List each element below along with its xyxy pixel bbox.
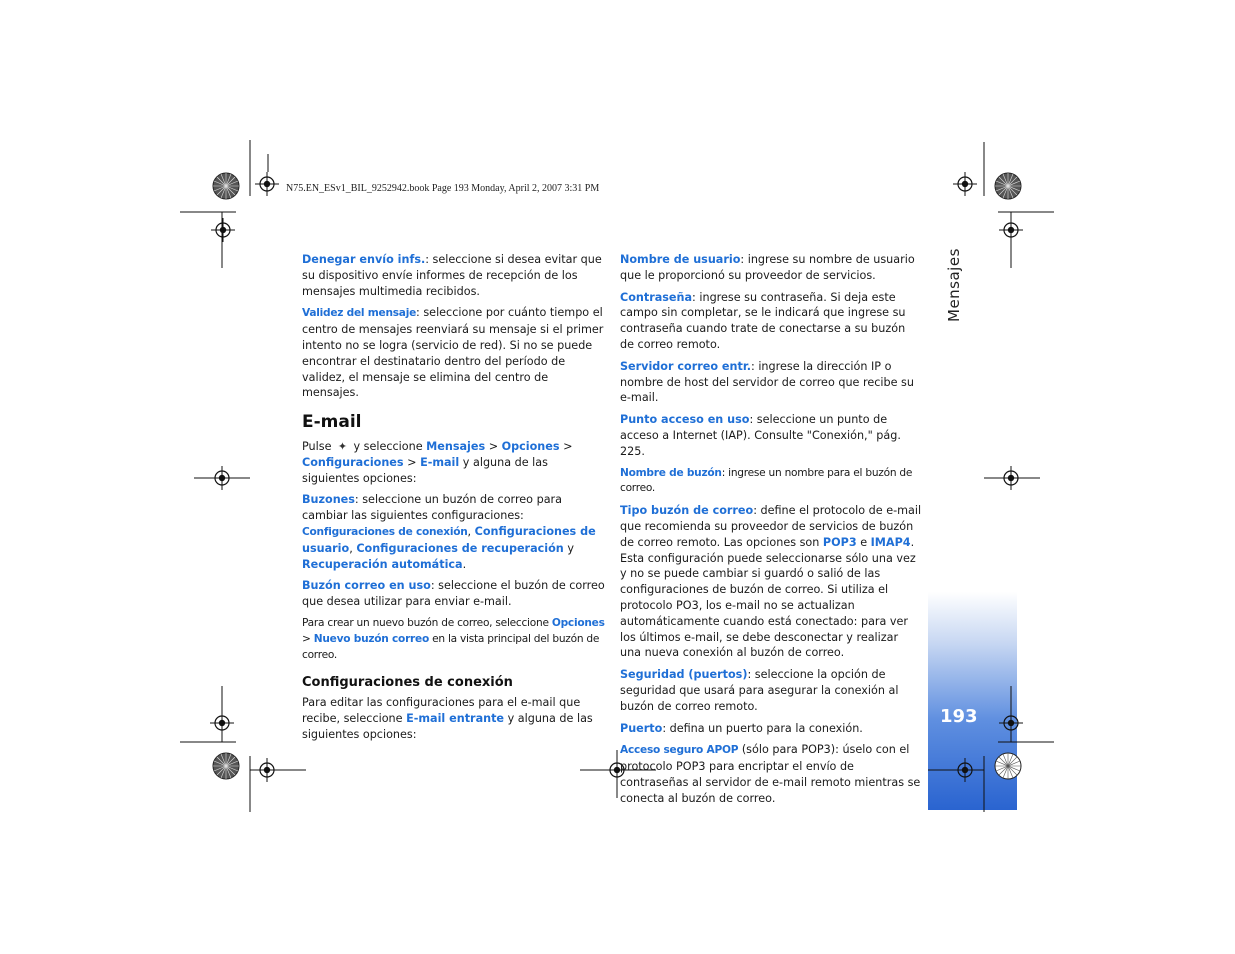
link-config-recuperacion: Configuraciones de recuperación [356,541,564,555]
buzones-paragraph [302,492,607,572]
page-number: 193 [940,706,978,727]
apop-paragraph [620,742,922,806]
term-nombre-usuario: Nombre de usuario [620,253,741,266]
term-contrasena: Contraseña [620,290,693,304]
desc: : ingrese un nombre para el buzón de correo. [620,466,913,495]
desc: : seleccione un punto de acceso a Internet (IAP). Consulte "Conexión," pág. 225. [620,413,901,458]
link-email: E-mail [420,455,460,469]
right-column [620,252,922,813]
text: y seleccione [353,439,423,453]
desc: : seleccione la opción de seguridad que usará para asegurar la conexión al buzón de correo remoto. [620,668,899,713]
nuevo-buzon-paragraph [302,616,607,663]
text: Para editar las configuraciones para el e-mail que recibe, seleccione [302,696,581,725]
desc: (sólo para POP3): úselo con el protocolo POP3 para encriptar el envío de contraseñas al servidor de e-mail remoto mientras se conecta al buzón de correo. [620,743,921,805]
text: . Esta configuración puede seleccionarse sólo una vez y no se puede cambiar si guardó o salió de las configuraciones de buzón de correo. Si utiliza el protocolo PO3, los e-mail no se actualizan automáticamente cuando está conectado: para ver los últimos e-mail, se debe desconectar y realizar una nueva conexión al buzón de correo. [620,535,916,660]
validez-paragraph [302,305,607,401]
nombre-buzon-paragraph [620,466,922,498]
menu-key-icon: ✦ [337,439,348,453]
text: : seleccione un buzón de correo para cambiar las siguientes configuraciones: [302,493,563,523]
desc: : ingrese su nombre de usuario que le proporcionó su proveedor de servicios. [620,253,915,282]
denegar-envio-paragraph [302,252,607,299]
link-opciones-2: Opciones [551,616,605,629]
desc: : seleccione por cuánto tiempo el centro de mensajes reenviará su mensaje si el primer intento no se logra (servicio de red). Si no se puede encontrar el destinatario dentro del período de validez, el mensaje se elimina del centro de mensajes. [302,306,604,400]
sep: , [467,524,472,538]
term-servidor: Servidor correo entr. [620,359,751,373]
link-opciones: Opciones [501,439,560,453]
link-recuperacion-auto: Recuperación automática [302,557,463,571]
text: y alguna de las siguientes opciones: [302,455,548,485]
sep: > [407,455,417,469]
term-buzones: Buzones [302,493,355,507]
term-seguridad: Seguridad (puertos) [620,668,748,682]
term-buzon-en-uso: Buzón correo en uso [302,579,431,593]
link-nuevo-buzon: Nuevo buzón correo [313,632,429,645]
contrasena-paragraph [620,290,922,353]
link-imap4: IMAP4 [870,535,911,549]
puerto-paragraph [620,721,922,737]
sep: . [462,557,467,571]
text: y alguna de las siguientes opciones: [302,711,593,741]
sep: y [567,541,574,555]
file-header: N75.EN_ESv1_BIL_9252942.book Page 193 Monday, April 2, 2007 3:31 PM [286,183,600,194]
term-puerto: Puerto [620,721,663,735]
text: : define el protocolo de e-mail que recomienda su proveedor de servicios de buzón de correo remoto. Las opciones son [620,504,922,549]
desc: : ingrese su contraseña. Si deja este campo sin completar, se le indicará que ingrese su contraseña cuando trate de conectarse a su buzón de correo remoto. [620,290,906,351]
tipo-buzon-paragraph [620,503,922,661]
buzon-en-uso-paragraph [302,578,607,610]
link-config-conexion: Configuraciones de conexión [302,525,468,538]
desc: : ingrese la dirección IP o nombre de host del servidor de correo que recibe su e-mail. [620,359,914,405]
sep: e [860,535,868,549]
term-tipo-buzon: Tipo buzón de correo [620,504,754,518]
desc: : seleccione si desea evitar que su dispositivo envíe informes de recepción de los mensajes multimedia recibidos. [302,253,602,298]
punto-acceso-paragraph [620,412,922,459]
pulse-paragraph [302,439,607,486]
sep: > [563,439,573,453]
text: Pulse [302,439,332,453]
sep: > [488,439,499,453]
term-apop: Acceso seguro APOP [620,744,739,757]
text: en la vista principal del buzón de correo. [302,632,600,661]
sep: , [349,541,353,555]
seguridad-paragraph [620,667,922,714]
link-pop3: POP3 [822,535,857,549]
servidor-paragraph [620,359,922,406]
term-nombre-buzon: Nombre de buzón [620,466,722,479]
term-punto-acceso: Punto acceso en uso [620,413,750,427]
link-configuraciones: Configuraciones [302,455,404,469]
nombre-usuario-paragraph [620,252,922,284]
desc: : defina un puerto para la conexión. [662,721,863,735]
link-config-usuario: Configuraciones de usuario [302,524,596,555]
link-email-entrante: E-mail entrante [406,711,505,725]
left-column [302,252,607,749]
term-validez: Validez del mensaje [302,307,417,320]
text: Para crear un nuevo buzón de correo, seleccione [302,616,549,629]
subsection-title-conexion: Configuraciones de conexión [302,675,513,691]
term-denegar-envio: Denegar envío infs. [302,253,426,266]
sep: > [302,632,311,645]
desc: : seleccione el buzón de correo que desea utilizar para enviar e-mail. [302,579,605,609]
section-title-email: E-mail [302,412,362,433]
editar-config-paragraph [302,695,607,742]
link-mensajes: Mensajes [426,439,486,453]
side-tab-label: Mensajes [945,248,963,322]
